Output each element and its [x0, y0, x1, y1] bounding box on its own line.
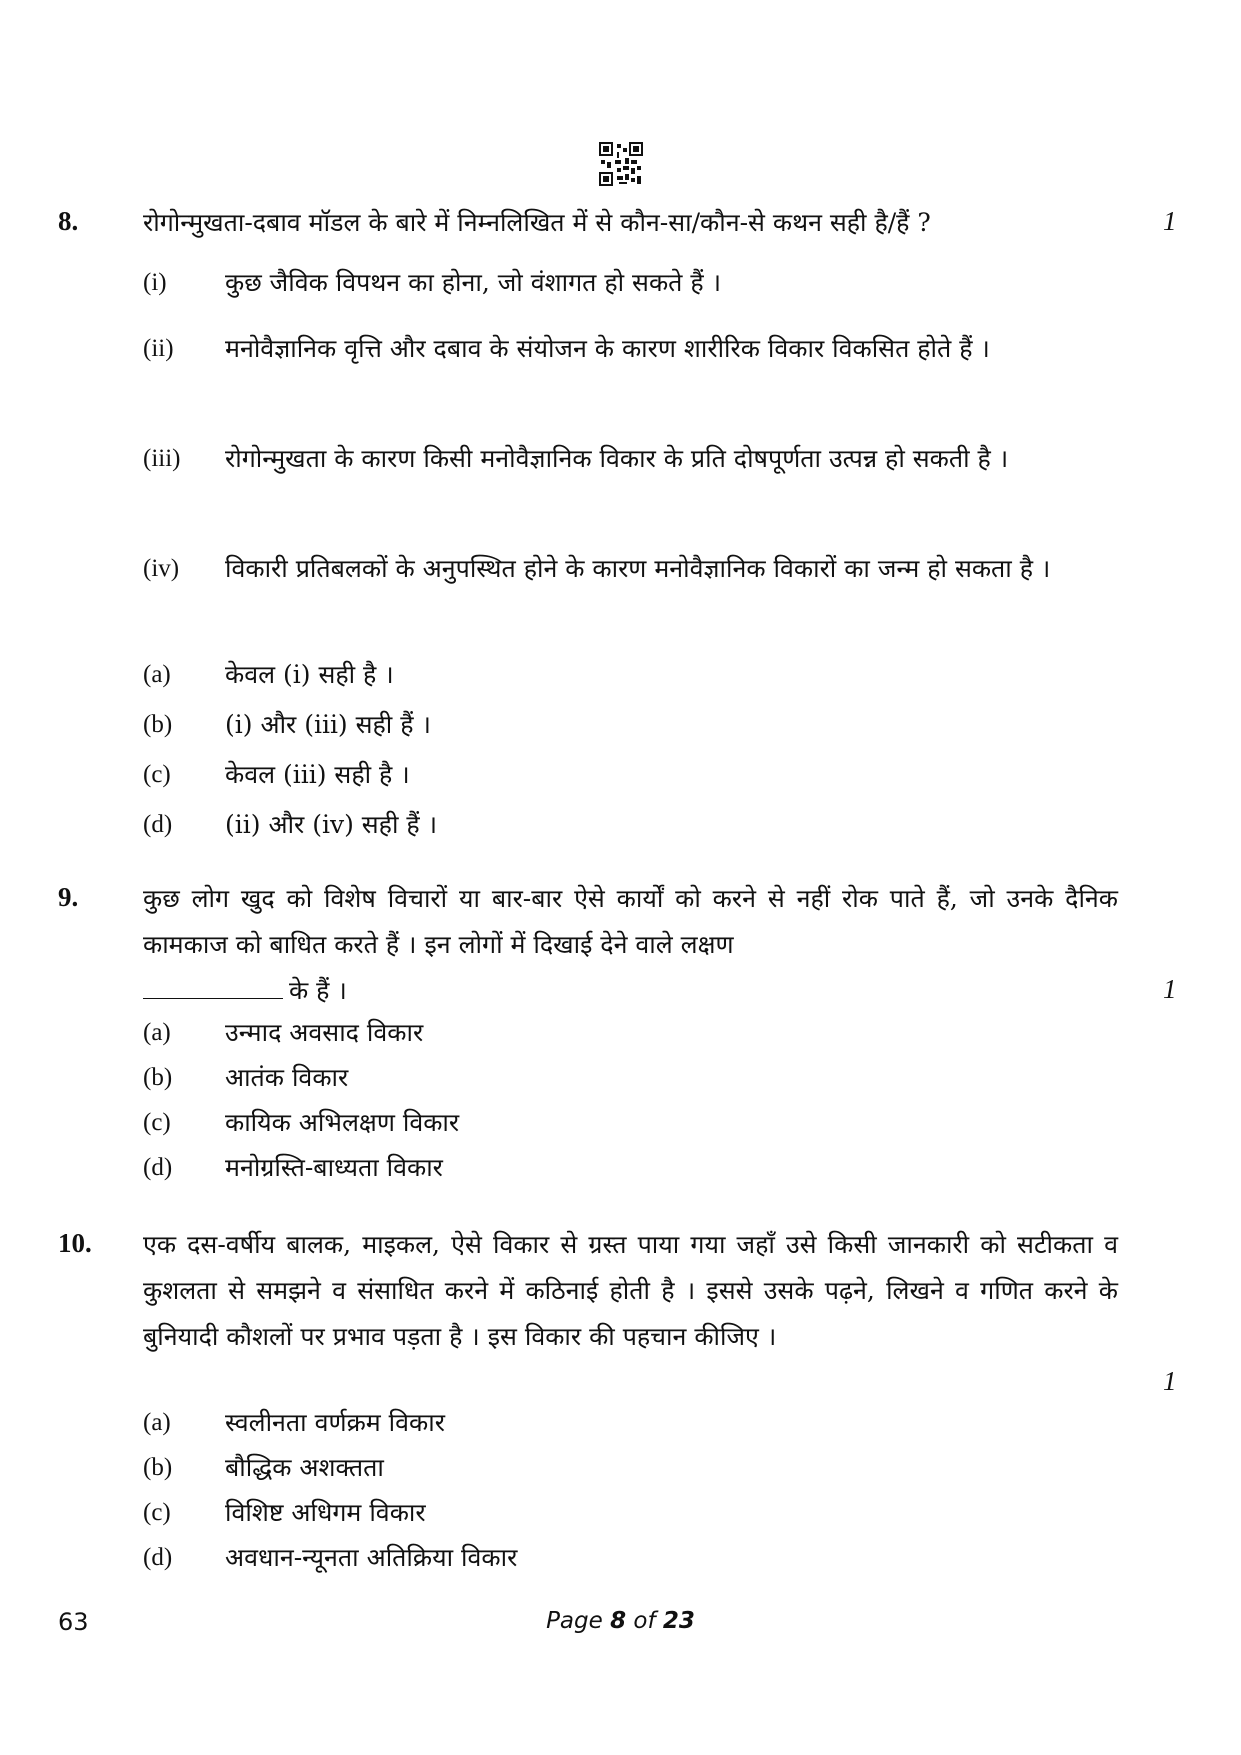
statement-text: रोगोन्मुखता के कारण किसी मनोवैज्ञानिक विकार के प्रति दोषपूर्णता उत्पन्न हो सकती है । — [225, 444, 1009, 473]
question-text-end: के हैं । — [289, 976, 347, 1005]
option-label: (b) — [143, 1064, 173, 1091]
statement-label: (ii) — [143, 335, 174, 362]
option-label: (c) — [143, 1109, 171, 1136]
paper-code: 63 — [58, 1608, 89, 1636]
statement-text: कुछ जैविक विपथन का होना, जो वंशागत हो सकते हैं । — [225, 268, 722, 297]
option-label: (b) — [143, 1454, 173, 1481]
option-label: (c) — [143, 1499, 171, 1526]
marks: 1 — [1163, 974, 1177, 1004]
option-label: (b) — [143, 711, 173, 738]
page-total: 23 — [662, 1608, 695, 1634]
question-text-body: कुछ लोग खुद को विशेष विचारों या बार-बार ऐसे कार्यों को करने से नहीं रोक पाते हैं, जो उनके दैनिक कामकाज को बाधित करते हैं । इन लोगों में दिखाई देने वाले लक्षण — [143, 884, 1118, 959]
statement-label: (iv) — [143, 555, 180, 582]
option-text: कायिक अभिलक्षण विकार — [225, 1108, 460, 1137]
page-of: of — [626, 1608, 663, 1634]
option-label: (d) — [143, 1544, 173, 1571]
question-text: रोगोन्मुखता-दबाव मॉडल के बारे में निम्नलिखित में से कौन-सा/कौन-से कथन सही है/हैं ? — [143, 208, 931, 237]
question-text — [143, 876, 1118, 1014]
page-number — [0, 1608, 1241, 1634]
question-number: 9. — [58, 882, 79, 912]
option-text: (ii) और (iv) सही हैं । — [225, 810, 438, 839]
option-text: आतंक विकार — [225, 1063, 349, 1092]
statement-text: विकारी प्रतिबलकों के अनुपस्थित होने के कारण मनोवैज्ञानिक विकारों का जन्म हो सकता है । — [225, 554, 1051, 583]
option-text: केवल (iii) सही है । — [225, 760, 410, 789]
statement-text: मनोवैज्ञानिक वृत्ति और दबाव के संयोजन के कारण शारीरिक विकार विकसित होते हैं । — [225, 334, 990, 363]
qr-code-icon — [599, 142, 643, 186]
option-text: बौद्धिक अशक्तता — [225, 1453, 384, 1482]
option-text: विशिष्ट अधिगम विकार — [225, 1498, 426, 1527]
option-label: (a) — [143, 661, 171, 688]
statement-label: (iii) — [143, 445, 181, 472]
question-number: 10. — [58, 1228, 92, 1258]
statement-label: (i) — [143, 269, 167, 296]
question-number: 8. — [58, 206, 79, 236]
option-label: (c) — [143, 761, 171, 788]
page-prefix: Page — [546, 1608, 611, 1634]
marks: 1 — [1163, 1366, 1177, 1396]
option-text: केवल (i) सही है । — [225, 660, 394, 689]
marks: 1 — [1163, 206, 1177, 236]
question-text: एक दस-वर्षीय बालक, माइकल, ऐसे विकार से ग्रस्त पाया गया जहाँ उसे किसी जानकारी को सटीकता व कुशलता से समझने व संसाधित करने में कठिनाई होती है । इससे उसके पढ़ने, लिखने व गणित करने के बुनियादी कौशलों पर प्रभाव पड़ता है । इस विकार की पहचान कीजिए । — [143, 1230, 1118, 1351]
option-text: मनोग्रस्ति-बाध्यता विकार — [225, 1153, 443, 1182]
option-text: अवधान-न्यूनता अतिक्रिया विकार — [225, 1543, 518, 1572]
answer-blank — [143, 970, 283, 999]
page-current: 8 — [610, 1608, 627, 1634]
option-text: स्वलीनता वर्णक्रम विकार — [225, 1408, 445, 1437]
option-text: (i) और (iii) सही हैं । — [225, 710, 431, 739]
option-label: (d) — [143, 1154, 173, 1181]
option-label: (a) — [143, 1409, 171, 1436]
option-label: (a) — [143, 1019, 171, 1046]
option-text: उन्माद अवसाद विकार — [225, 1018, 424, 1047]
option-label: (d) — [143, 811, 173, 838]
